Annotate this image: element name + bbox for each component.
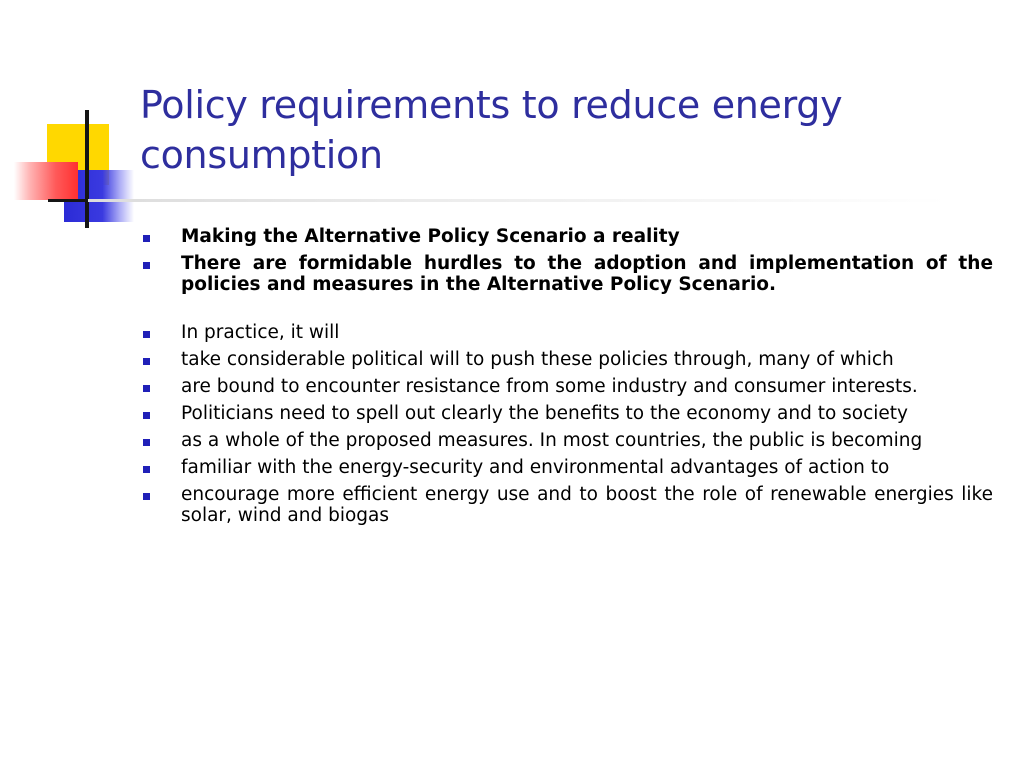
bullet-text: encourage more efficient energy use and to boost the role of renewable energies like solar, wind and biogas — [181, 484, 993, 526]
bullet-square-icon — [143, 358, 150, 365]
bullet-text: Making the Alternative Policy Scenario a reality — [181, 226, 680, 247]
bullet-item — [140, 457, 993, 478]
bullet-item — [140, 253, 993, 295]
bullet-text: Politicians need to spell out clearly the benefits to the economy and to society — [181, 403, 909, 424]
bullet-item — [140, 403, 993, 424]
bullet-square-icon — [143, 439, 150, 446]
bullet-square-icon — [143, 235, 150, 242]
bullet-text: take considerable political will to push these policies through, many of which — [181, 349, 894, 370]
bullet-text: There are formidable hurdles to the adoption and implementation of the policies and measures in the Alternative Policy Scenario. — [181, 253, 993, 295]
bullet-item — [140, 322, 993, 343]
bullet-square-icon — [143, 466, 150, 473]
bullet-square-icon — [143, 331, 150, 338]
bullet-text: familiar with the energy-security and environmental advantages of action to — [181, 457, 890, 478]
bullet-square-icon — [143, 493, 150, 500]
bullet-text: as a whole of the proposed measures. In most countries, the public is becoming — [181, 430, 923, 451]
bullet-item — [140, 484, 993, 526]
bullet-item — [140, 349, 993, 370]
bullet-item — [140, 430, 993, 451]
slide-title: Policy requirements to reduce energy consumption — [140, 83, 843, 177]
decorative-red-bar — [14, 162, 78, 200]
bullet-square-icon — [143, 385, 150, 392]
bullet-list — [140, 226, 993, 532]
bullet-square-icon — [143, 262, 150, 269]
bullet-square-icon — [143, 412, 150, 419]
bullet-item — [140, 226, 993, 247]
bullet-text: In practice, it will — [181, 322, 340, 343]
bullet-item — [140, 376, 993, 397]
decorative-vertical-line — [85, 110, 89, 228]
title-underline — [88, 199, 948, 202]
bullet-text: are bound to encounter resistance from some industry and consumer interests. — [181, 376, 918, 397]
